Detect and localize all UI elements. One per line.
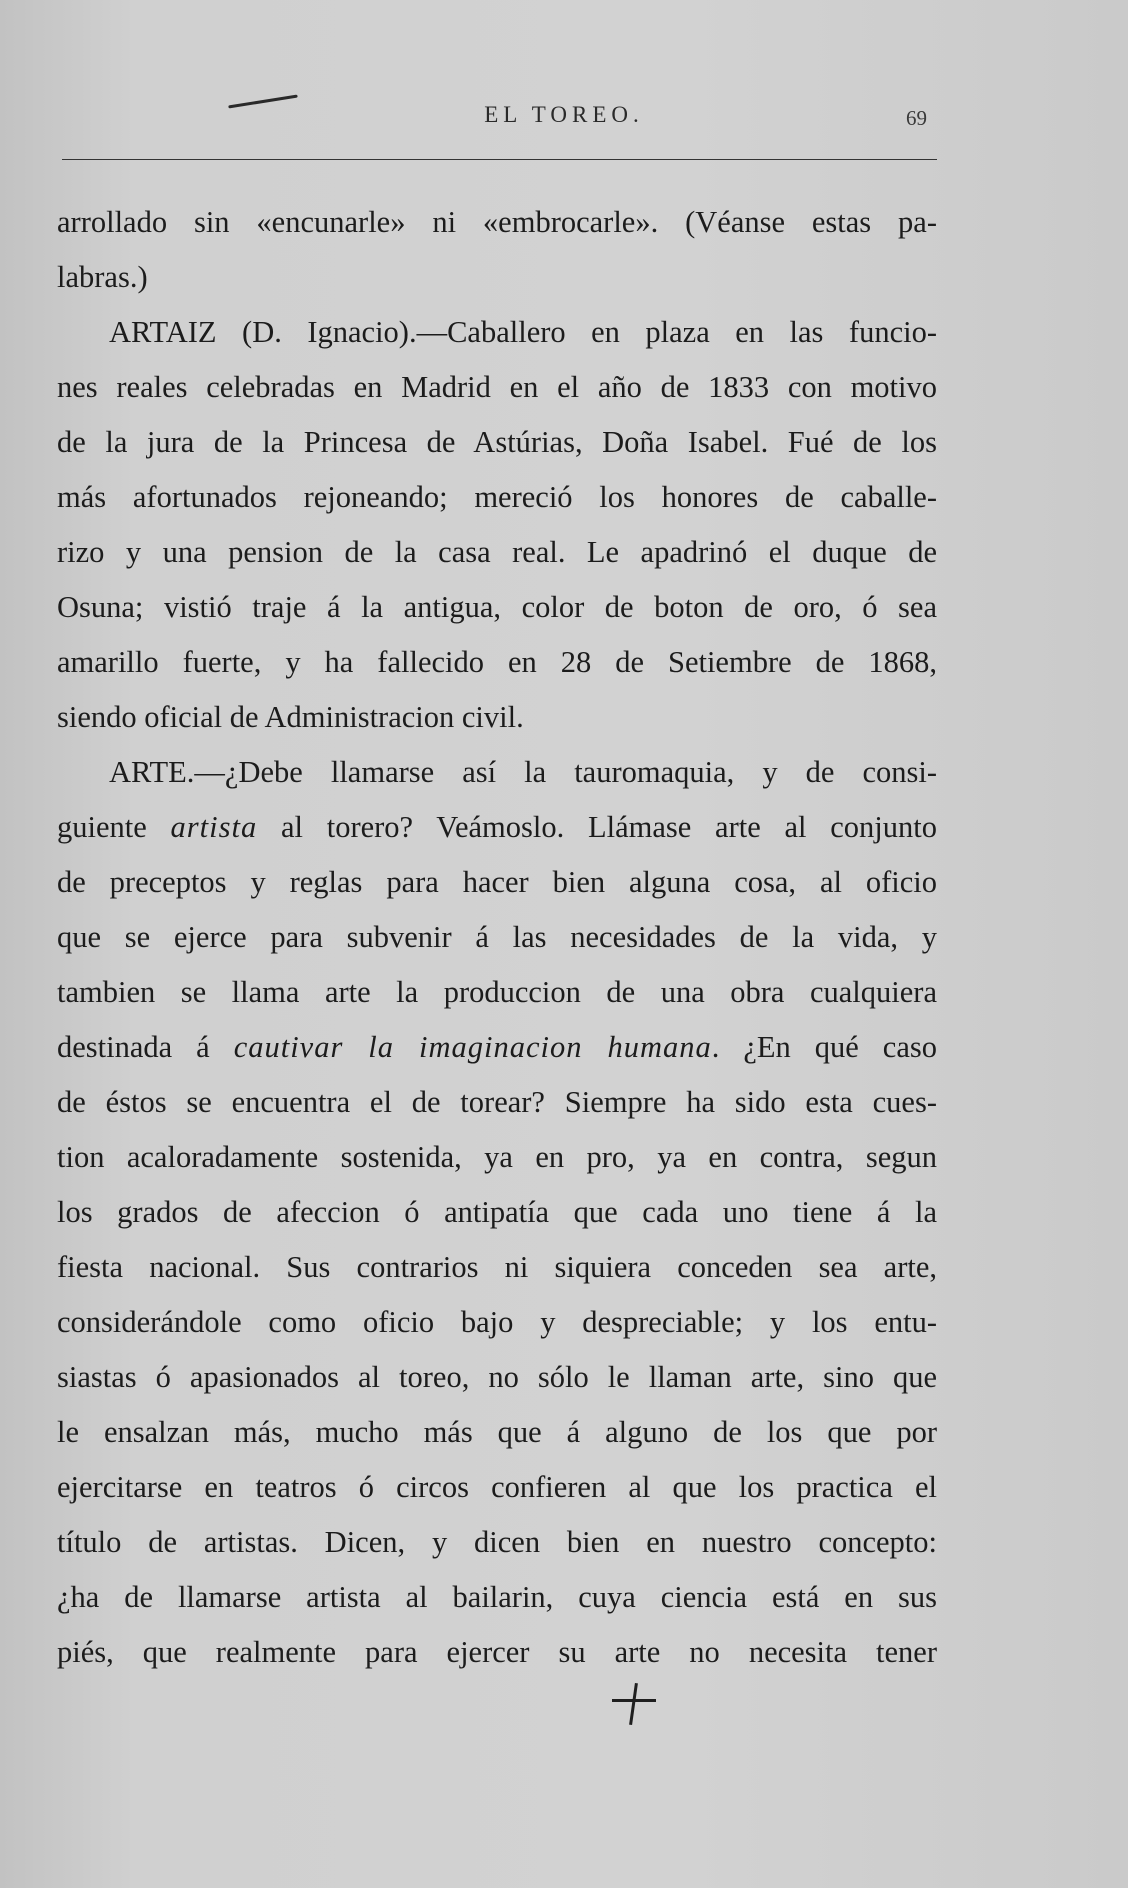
italic-phrase-cautivar: cautivar la imaginacion humana xyxy=(233,1030,712,1064)
entry-arte-heading-line: ARTE.—¿Debe llamarse así la tauromaquia, y de consi- xyxy=(109,755,937,789)
text-segment: guiente xyxy=(57,810,171,844)
text-line xyxy=(57,1020,937,1075)
italic-term-artista: artista xyxy=(170,810,258,844)
text-line: tambien se llama arte la produccion de una obra cualquiera xyxy=(57,975,937,1009)
text-line: los grados de afeccion ó antipatía que cada uno tiene á la xyxy=(57,1195,937,1229)
text-line: ¿ha de llamarse artista al bailarin, cuya ciencia está en sus xyxy=(57,1580,937,1614)
handwritten-cross-mark xyxy=(612,1683,656,1727)
text-line: más afortunados rejoneando; mereció los honores de caballe- xyxy=(57,480,937,514)
text-line: fiesta nacional. Sus contrarios ni siquiera conceden sea arte, xyxy=(57,1250,937,1284)
text-segment: destinada á xyxy=(57,1030,234,1064)
page-number: 69 xyxy=(906,106,927,130)
text-line: considerándole como oficio bajo y despreciable; y los entu- xyxy=(57,1305,937,1339)
text-line: labras.) xyxy=(57,260,148,294)
text-line: siendo oficial de Administracion civil. xyxy=(57,700,524,734)
text-line: de éstos se encuentra el de torear? Siempre ha sido esta cues- xyxy=(57,1085,937,1119)
header-rule xyxy=(62,159,937,160)
text-line: de la jura de la Princesa de Astúrias, Doña Isabel. Fué de los xyxy=(57,425,937,459)
body-text xyxy=(57,195,937,1680)
text-line: rizo y una pension de la casa real. Le apadrinó el duque de xyxy=(57,535,937,569)
running-title: EL TOREO. xyxy=(484,102,644,127)
text-line xyxy=(57,800,937,855)
text-line: siastas ó apasionados al toreo, no sólo le llaman arte, sino que xyxy=(57,1360,937,1394)
text-line: ejercitarse en teatros ó circos confieren al que los practica el xyxy=(57,1470,937,1504)
text-line: que se ejerce para subvenir á las necesidades de la vida, y xyxy=(57,920,937,954)
text-line: le ensalzan más, mucho más que á alguno de los que por xyxy=(57,1415,937,1449)
text-line: título de artistas. Dicen, y dicen bien en nuestro concepto: xyxy=(57,1525,937,1559)
text-line: arrollado sin «encunarle» ni «embrocarle». (Véanse estas pa- xyxy=(57,205,937,239)
text-segment: al torero? Veámoslo. Llámase arte al conjunto xyxy=(257,810,937,844)
entry-artaiz-heading-line: ARTAIZ (D. Ignacio).—Caballero en plaza en las funcio- xyxy=(109,315,937,349)
text-line: de preceptos y reglas para hacer bien alguna cosa, al oficio xyxy=(57,865,937,899)
text-segment: . ¿En qué caso xyxy=(711,1030,937,1064)
text-line: nes reales celebradas en Madrid en el año de 1833 con motivo xyxy=(57,370,937,404)
text-line: tion acaloradamente sostenida, ya en pro, ya en contra, segun xyxy=(57,1140,937,1174)
text-line: piés, que realmente para ejercer su arte no necesita tener xyxy=(57,1635,937,1669)
text-line: Osuna; vistió traje á la antigua, color de boton de oro, ó sea xyxy=(57,590,937,624)
text-line: amarillo fuerte, y ha fallecido en 28 de Setiembre de 1868, xyxy=(57,645,937,679)
